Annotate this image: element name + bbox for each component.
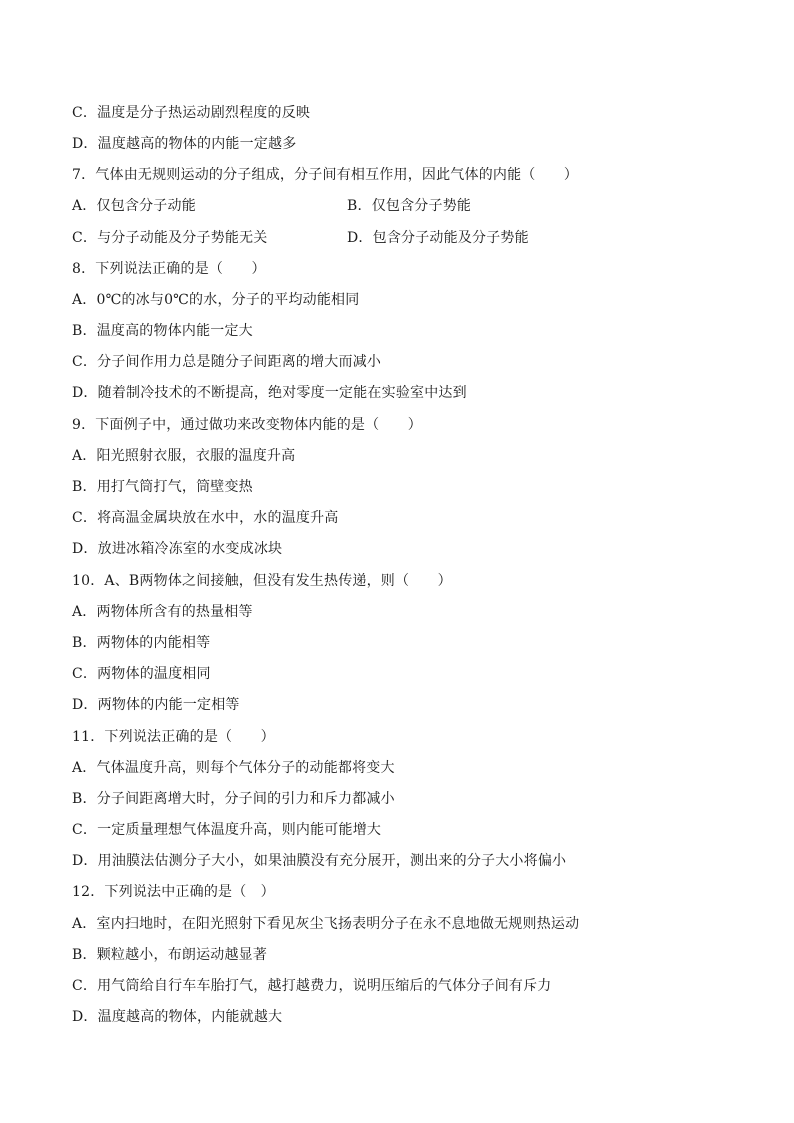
q9-stem: 9．下面例子中，通过做功来改变物体内能的是（ ） xyxy=(72,417,422,433)
q6-option-c: C．温度是分子热运动剧烈程度的反映 xyxy=(72,105,311,121)
q12-option-c: C．用气筒给自行车车胎打气，越打越费力，说明压缩后的气体分子间有斥力 xyxy=(72,978,552,994)
q10-stem: 10．A、B两物体之间接触，但没有发生热传递，则（ ） xyxy=(72,573,452,589)
q10-option-d: D．两物体的内能一定相等 xyxy=(72,697,240,713)
q12-option-a: A．室内扫地时，在阳光照射下看见灰尘飞扬表明分子在永不息地做无规则热运动 xyxy=(72,916,580,932)
q7-option-d: D．包含分子动能及分子势能 xyxy=(347,230,529,246)
q10-option-a: A．两物体所含有的热量相等 xyxy=(72,604,253,620)
q9-option-d: D．放进冰箱冷冻室的水变成冰块 xyxy=(72,541,283,557)
q7-stem: 7．气体由无规则运动的分子组成，分子间有相互作用，因此气体的内能（ ） xyxy=(72,167,579,183)
q11-option-a: A．气体温度升高，则每个气体分子的动能都将变大 xyxy=(72,760,395,776)
q11-stem: 11．下列说法正确的是（ ） xyxy=(72,729,275,745)
q7-option-b: B．仅包含分子势能 xyxy=(347,198,472,214)
q11-option-b: B．分子间距离增大时，分子间的引力和斥力都减小 xyxy=(72,791,395,807)
q12-option-b: B．颗粒越小，布朗运动越显著 xyxy=(72,947,268,963)
q9-option-a: A．阳光照射衣服，衣服的温度升高 xyxy=(72,448,296,464)
q8-stem: 8．下列说法正确的是（ ） xyxy=(72,261,266,277)
q7-option-c: C．与分子动能及分子势能无关 xyxy=(72,230,268,246)
q12-option-d: D．温度越高的物体，内能就越大 xyxy=(72,1009,283,1025)
q10-option-c: C．两物体的温度相同 xyxy=(72,666,211,682)
q6-option-d: D．温度越高的物体的内能一定越多 xyxy=(72,136,297,152)
q7-option-a: A．仅包含分子动能 xyxy=(72,198,196,214)
q8-option-c: C．分子间作用力总是随分子间距离的增大而减小 xyxy=(72,354,382,370)
q9-option-b: B．用打气筒打气，筒壁变热 xyxy=(72,479,253,495)
q8-option-a: A．0℃的冰与0℃的水，分子的平均动能相同 xyxy=(72,292,360,308)
q9-option-c: C．将高温金属块放在水中，水的温度升高 xyxy=(72,510,339,526)
q8-option-b: B．温度高的物体内能一定大 xyxy=(72,323,253,339)
q8-option-d: D．随着制冷技术的不断提高，绝对零度一定能在实验室中达到 xyxy=(72,385,467,401)
q10-option-b: B．两物体的内能相等 xyxy=(72,635,211,651)
q11-option-c: C．一定质量理想气体温度升高，则内能可能增大 xyxy=(72,822,382,838)
q11-option-d: D．用油膜法估测分子大小，如果油膜没有充分展开，测出来的分子大小将偏小 xyxy=(72,853,567,869)
q12-stem: 12．下列说法中正确的是（ ） xyxy=(72,884,275,900)
